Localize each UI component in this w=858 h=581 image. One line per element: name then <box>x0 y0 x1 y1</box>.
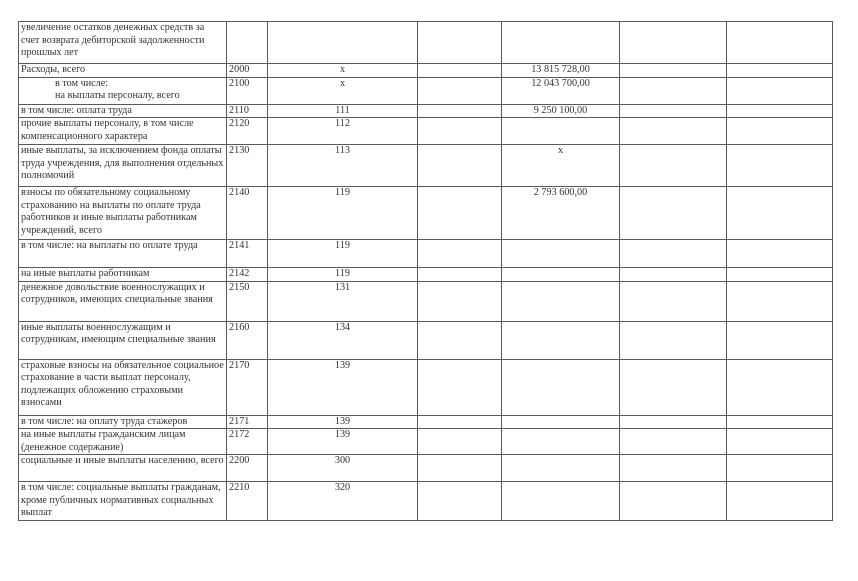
empty-cell <box>620 64 727 78</box>
row-code <box>227 22 268 64</box>
empty-cell <box>620 359 727 415</box>
empty-cell <box>620 22 727 64</box>
empty-cell <box>418 145 502 187</box>
empty-cell <box>727 145 833 187</box>
empty-cell <box>620 281 727 321</box>
empty-cell <box>620 240 727 268</box>
row-sum <box>502 22 620 64</box>
row-code: 2120 <box>227 118 268 145</box>
row-code: 2000 <box>227 64 268 78</box>
row-kbk: 119 <box>268 240 418 268</box>
row-code: 2130 <box>227 145 268 187</box>
row-name: Расходы, всего <box>19 64 227 78</box>
empty-cell <box>418 22 502 64</box>
row-name: в том числе: социальные выплаты гражданам, кроме публичных нормативных социальных выплат <box>19 482 227 521</box>
empty-cell <box>727 104 833 118</box>
empty-cell <box>727 359 833 415</box>
table-row <box>19 482 833 521</box>
empty-cell <box>727 240 833 268</box>
empty-cell <box>620 118 727 145</box>
table-row <box>19 321 833 359</box>
row-kbk: 111 <box>268 104 418 118</box>
row-sum: 12 043 700,00 <box>502 77 620 104</box>
row-sum <box>502 415 620 429</box>
row-name: страховые взносы на обязательное социальное страхование в части выплат персоналу, подлежащих обложению страховыми взносами <box>19 359 227 415</box>
row-name-sub: на выплаты персоналу, всего <box>55 90 180 101</box>
row-sum: 9 250 100,00 <box>502 104 620 118</box>
empty-cell <box>727 187 833 240</box>
row-code: 2171 <box>227 415 268 429</box>
table-row <box>19 104 833 118</box>
row-code: 2170 <box>227 359 268 415</box>
row-code: 2200 <box>227 455 268 482</box>
row-name: социальные и иные выплаты населению, всего <box>19 455 227 482</box>
row-kbk: 119 <box>268 268 418 282</box>
empty-cell <box>727 22 833 64</box>
row-code: 2210 <box>227 482 268 521</box>
empty-cell <box>418 281 502 321</box>
row-sum <box>502 281 620 321</box>
row-name: иные выплаты военнослужащим и сотрудникам, имеющим специальные звания <box>19 321 227 359</box>
row-sum: x <box>502 145 620 187</box>
table-row <box>19 77 833 104</box>
empty-cell <box>418 482 502 521</box>
row-code: 2160 <box>227 321 268 359</box>
empty-cell <box>727 64 833 78</box>
table-row <box>19 22 833 64</box>
row-sum <box>502 321 620 359</box>
row-sum <box>502 240 620 268</box>
empty-cell <box>727 482 833 521</box>
empty-cell <box>418 268 502 282</box>
row-code: 2141 <box>227 240 268 268</box>
empty-cell <box>418 321 502 359</box>
row-kbk: 300 <box>268 455 418 482</box>
row-kbk: x <box>268 64 418 78</box>
row-code: 2110 <box>227 104 268 118</box>
row-code: 2172 <box>227 429 268 455</box>
table-row <box>19 145 833 187</box>
empty-cell <box>418 64 502 78</box>
empty-cell <box>620 145 727 187</box>
row-name: денежное довольствие военнослужащих и сотрудников, имеющих специальные звания <box>19 281 227 321</box>
empty-cell <box>727 455 833 482</box>
empty-cell <box>620 482 727 521</box>
row-name: в том числе: на оплату труда стажеров <box>19 415 227 429</box>
row-code: 2140 <box>227 187 268 240</box>
row-name: увеличение остатков денежных средств за счет возврата дебиторской задолженности прошлых лет <box>19 22 227 64</box>
row-name: в том числе: <box>55 77 109 89</box>
empty-cell <box>727 321 833 359</box>
empty-cell <box>620 455 727 482</box>
empty-cell <box>418 240 502 268</box>
row-kbk: 134 <box>268 321 418 359</box>
row-kbk: x <box>268 77 418 104</box>
empty-cell <box>620 415 727 429</box>
empty-cell <box>418 359 502 415</box>
empty-cell <box>727 429 833 455</box>
table-row <box>19 281 833 321</box>
row-code: 2100 <box>227 77 268 104</box>
empty-cell <box>727 268 833 282</box>
row-sum <box>502 118 620 145</box>
row-name: на иные выплаты гражданским лицам (денежное содержание) <box>19 429 227 455</box>
row-sum: 13 815 728,00 <box>502 64 620 78</box>
empty-cell <box>727 415 833 429</box>
empty-cell <box>620 77 727 104</box>
empty-cell <box>727 281 833 321</box>
empty-cell <box>418 187 502 240</box>
empty-cell <box>620 104 727 118</box>
empty-cell <box>418 118 502 145</box>
empty-cell <box>727 118 833 145</box>
empty-cell <box>418 415 502 429</box>
row-name: в том числе: оплата труда <box>19 104 227 118</box>
row-name: в том числе: на выплаты по оплате труда <box>19 240 227 268</box>
row-sum <box>502 482 620 521</box>
empty-cell <box>418 455 502 482</box>
table-row <box>19 268 833 282</box>
row-kbk: 139 <box>268 359 418 415</box>
empty-cell <box>620 187 727 240</box>
row-sum <box>502 359 620 415</box>
empty-cell <box>727 77 833 104</box>
table-row <box>19 64 833 78</box>
row-kbk: 119 <box>268 187 418 240</box>
row-kbk: 320 <box>268 482 418 521</box>
row-sum <box>502 268 620 282</box>
row-kbk: 139 <box>268 429 418 455</box>
empty-cell <box>620 429 727 455</box>
table-row <box>19 415 833 429</box>
row-code: 2150 <box>227 281 268 321</box>
table-row <box>19 359 833 415</box>
row-kbk: 139 <box>268 415 418 429</box>
row-name: на иные выплаты работникам <box>19 268 227 282</box>
row-name: прочие выплаты персоналу, в том числе компенсационного характера <box>19 118 227 145</box>
row-sum <box>502 455 620 482</box>
expenses-table <box>18 21 833 521</box>
table-row <box>19 240 833 268</box>
row-name: иные выплаты, за исключением фонда оплаты труда учреждения, для выполнения отдельных полномочий <box>19 145 227 187</box>
row-kbk <box>268 22 418 64</box>
row-name-cell <box>19 77 227 104</box>
table-row <box>19 455 833 482</box>
row-code: 2142 <box>227 268 268 282</box>
empty-cell <box>620 268 727 282</box>
row-sum <box>502 429 620 455</box>
empty-cell <box>418 77 502 104</box>
empty-cell <box>418 429 502 455</box>
table-row <box>19 118 833 145</box>
row-kbk: 112 <box>268 118 418 145</box>
table-row <box>19 187 833 240</box>
row-sum: 2 793 600,00 <box>502 187 620 240</box>
row-kbk: 131 <box>268 281 418 321</box>
row-kbk: 113 <box>268 145 418 187</box>
table-row <box>19 429 833 455</box>
empty-cell <box>620 321 727 359</box>
empty-cell <box>418 104 502 118</box>
row-name: взносы по обязательному социальному страхованию на выплаты по оплате труда работников и иные выплаты работникам учреждений, всего <box>19 187 227 240</box>
